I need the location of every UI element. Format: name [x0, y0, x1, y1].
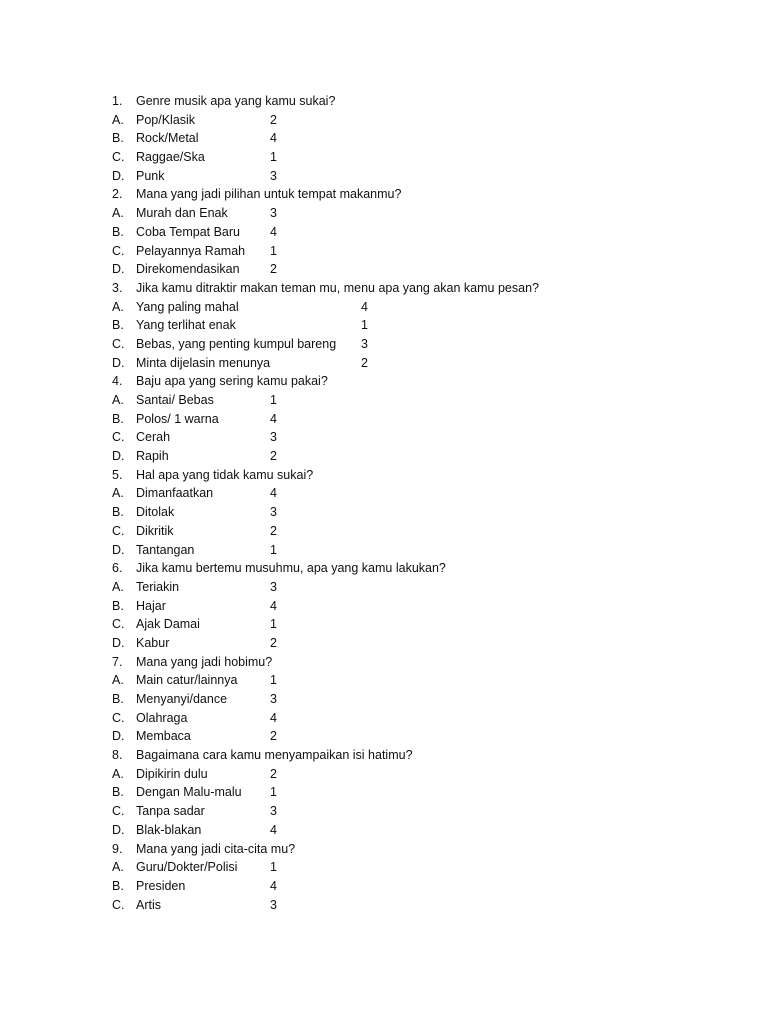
option-text: Rapih — [136, 449, 169, 464]
question-number: 5. — [112, 467, 123, 482]
option-score: 3 — [270, 206, 277, 221]
option-text: Ditolak — [136, 505, 175, 520]
option-line — [112, 503, 712, 522]
option-letter: B. — [112, 505, 124, 520]
question-number: 3. — [112, 280, 123, 295]
option-line — [112, 597, 712, 616]
option-letter: C. — [112, 336, 125, 351]
option-text: Membaca — [136, 729, 191, 744]
option-text: Dimanfaatkan — [136, 486, 214, 501]
option-score: 3 — [270, 692, 277, 706]
option-text: Direkomendasikan — [136, 262, 240, 277]
option-text: Teriakin — [136, 579, 180, 594]
option-score: 1 — [270, 785, 277, 800]
option-letter: C. — [112, 897, 125, 912]
option-text: Yang terlihat enak — [136, 318, 236, 333]
option-score: 1 — [270, 673, 277, 688]
option-letter: B. — [112, 411, 124, 426]
option-letter: A. — [112, 486, 124, 501]
option-text: Pop/Klasik — [136, 112, 196, 127]
option-score: 4 — [270, 710, 277, 725]
option-line — [112, 541, 712, 560]
question-number: 9. — [112, 841, 123, 856]
option-text: Pelayannya Ramah — [136, 243, 246, 258]
option-score: 4 — [270, 486, 277, 501]
option-letter: A. — [112, 206, 124, 221]
option-letter: A. — [112, 860, 124, 875]
question-text: Jika kamu bertemu musuhmu, apa yang kamu lakukan? — [136, 561, 446, 576]
option-score: 2 — [270, 635, 277, 650]
option-score: 4 — [270, 131, 277, 146]
option-score: 1 — [361, 318, 368, 333]
option-score: 3 — [270, 505, 277, 520]
option-text: Guru/Dokter/Polisi — [136, 860, 238, 875]
option-line — [112, 410, 712, 429]
option-line — [112, 522, 712, 541]
question-text: Mana yang jadi cita-cita mu? — [136, 841, 296, 856]
option-line — [112, 260, 712, 279]
option-score: 3 — [270, 804, 277, 819]
option-text: Artis — [136, 897, 161, 912]
option-line — [112, 783, 712, 802]
option-line — [112, 484, 712, 503]
option-score: 1 — [270, 393, 277, 407]
option-letter: B. — [112, 318, 124, 333]
option-score: 2 — [361, 355, 368, 370]
question-number: 4. — [112, 374, 123, 389]
option-letter: A. — [112, 579, 124, 594]
option-text: Bebas, yang penting kumpul bareng — [136, 336, 337, 351]
question-text: Baju apa yang sering kamu pakai? — [136, 374, 328, 389]
option-text: Tantangan — [136, 542, 195, 557]
option-letter: D. — [112, 449, 125, 464]
option-line — [112, 223, 712, 242]
option-text: Tanpa sadar — [136, 804, 205, 819]
option-letter: A. — [112, 299, 124, 314]
option-text: Yang paling mahal — [136, 299, 239, 314]
option-score: 3 — [270, 579, 277, 594]
option-letter: B. — [112, 131, 124, 146]
option-text: Hajar — [136, 598, 166, 613]
option-score: 1 — [270, 243, 277, 258]
option-score: 3 — [270, 430, 277, 445]
option-line — [112, 802, 712, 821]
option-score: 4 — [361, 299, 368, 314]
question-line — [112, 559, 712, 578]
option-text: Murah dan Enak — [136, 206, 228, 221]
option-letter: D. — [112, 262, 125, 277]
option-score: 3 — [270, 897, 277, 912]
question-number: 6. — [112, 561, 123, 576]
option-letter: D. — [112, 355, 125, 370]
option-line — [112, 148, 712, 167]
option-text: Coba Tempat Baru — [136, 224, 240, 239]
option-score: 3 — [270, 168, 277, 183]
option-text: Dengan Malu-malu — [136, 785, 242, 800]
question-line — [112, 185, 712, 204]
option-letter: C. — [112, 243, 125, 258]
option-letter: A. — [112, 673, 124, 688]
option-line — [112, 896, 712, 915]
question-text: Bagaimana cara kamu menyampaikan isi hatimu? — [136, 748, 413, 763]
question-line — [112, 653, 712, 672]
option-text: Minta dijelasin menunya — [136, 355, 271, 370]
option-letter: A. — [112, 112, 124, 127]
question-line — [112, 746, 712, 765]
option-text: Main catur/lainnya — [136, 673, 238, 688]
option-score: 1 — [270, 617, 277, 632]
question-line — [112, 92, 712, 111]
option-letter: B. — [112, 785, 124, 800]
option-text: Raggae/Ska — [136, 150, 205, 165]
option-score: 2 — [270, 449, 277, 464]
question-text: Mana yang jadi hobimu? — [136, 654, 273, 669]
question-number: 2. — [112, 187, 123, 202]
option-letter: C. — [112, 710, 125, 725]
option-line — [112, 877, 712, 896]
option-score: 4 — [270, 878, 277, 893]
question-line — [112, 840, 712, 859]
option-line — [112, 447, 712, 466]
option-line — [112, 129, 712, 148]
option-line — [112, 111, 712, 130]
option-line — [112, 578, 712, 597]
option-text: Kabur — [136, 635, 170, 650]
option-letter: B. — [112, 878, 124, 893]
option-letter: A. — [112, 393, 124, 407]
option-line — [112, 727, 712, 746]
option-line — [112, 316, 712, 335]
option-text: Ajak Damai — [136, 617, 200, 632]
option-score: 1 — [270, 860, 277, 875]
option-text: Dipikirin dulu — [136, 766, 208, 781]
option-line — [112, 634, 712, 653]
option-text: Dikritik — [136, 523, 174, 538]
option-line — [112, 298, 712, 317]
option-letter: D. — [112, 635, 125, 650]
option-line — [112, 167, 712, 186]
option-letter: C. — [112, 523, 125, 538]
option-text: Punk — [136, 168, 165, 183]
option-letter: C. — [112, 150, 125, 165]
option-score: 4 — [270, 598, 277, 613]
question-line — [112, 372, 712, 391]
option-line — [112, 690, 712, 709]
option-score: 4 — [270, 822, 277, 837]
option-line — [112, 709, 712, 728]
option-line — [112, 858, 712, 877]
option-text: Cerah — [136, 430, 171, 445]
question-number: 7. — [112, 654, 123, 669]
option-line — [112, 428, 712, 447]
option-text: Polos/ 1 warna — [136, 411, 219, 426]
option-letter: D. — [112, 168, 125, 183]
option-letter: A. — [112, 766, 124, 781]
option-score: 1 — [270, 150, 277, 165]
option-text: Blak-blakan — [136, 822, 202, 837]
option-line — [112, 671, 712, 690]
option-score: 2 — [270, 766, 277, 781]
option-letter: D. — [112, 542, 125, 557]
option-score: 2 — [270, 523, 277, 538]
option-text: Santai/ Bebas — [136, 393, 214, 407]
option-score: 4 — [270, 411, 277, 426]
quiz-list — [112, 92, 712, 914]
option-score: 2 — [270, 112, 277, 127]
option-score: 3 — [361, 336, 368, 351]
option-letter: B. — [112, 224, 124, 239]
option-letter: C. — [112, 617, 125, 632]
question-text: Jika kamu ditraktir makan teman mu, menu apa yang akan kamu pesan? — [136, 280, 539, 295]
question-line — [112, 279, 712, 298]
option-line — [112, 615, 712, 634]
question-line — [112, 466, 712, 485]
option-text: Olahraga — [136, 710, 188, 725]
option-letter: D. — [112, 822, 125, 837]
option-letter: D. — [112, 729, 125, 744]
question-text: Hal apa yang tidak kamu sukai? — [136, 467, 314, 482]
option-text: Menyanyi/dance — [136, 692, 228, 706]
option-letter: C. — [112, 430, 125, 445]
option-score: 1 — [270, 542, 277, 557]
option-score: 2 — [270, 262, 277, 277]
option-letter: B. — [112, 692, 124, 706]
question-text: Genre musik apa yang kamu sukai? — [136, 94, 336, 108]
option-score: 2 — [270, 729, 277, 744]
option-line — [112, 821, 712, 840]
option-line — [112, 765, 712, 784]
option-score: 4 — [270, 224, 277, 239]
option-text: Presiden — [136, 878, 186, 893]
option-line — [112, 335, 712, 354]
question-text: Mana yang jadi pilihan untuk tempat makanmu? — [136, 187, 402, 202]
option-line — [112, 354, 712, 373]
option-text: Rock/Metal — [136, 131, 199, 146]
question-number: 1. — [112, 94, 123, 108]
option-line — [112, 391, 712, 410]
option-letter: C. — [112, 804, 125, 819]
option-letter: B. — [112, 598, 124, 613]
question-number: 8. — [112, 748, 123, 763]
option-line — [112, 242, 712, 261]
option-line — [112, 204, 712, 223]
